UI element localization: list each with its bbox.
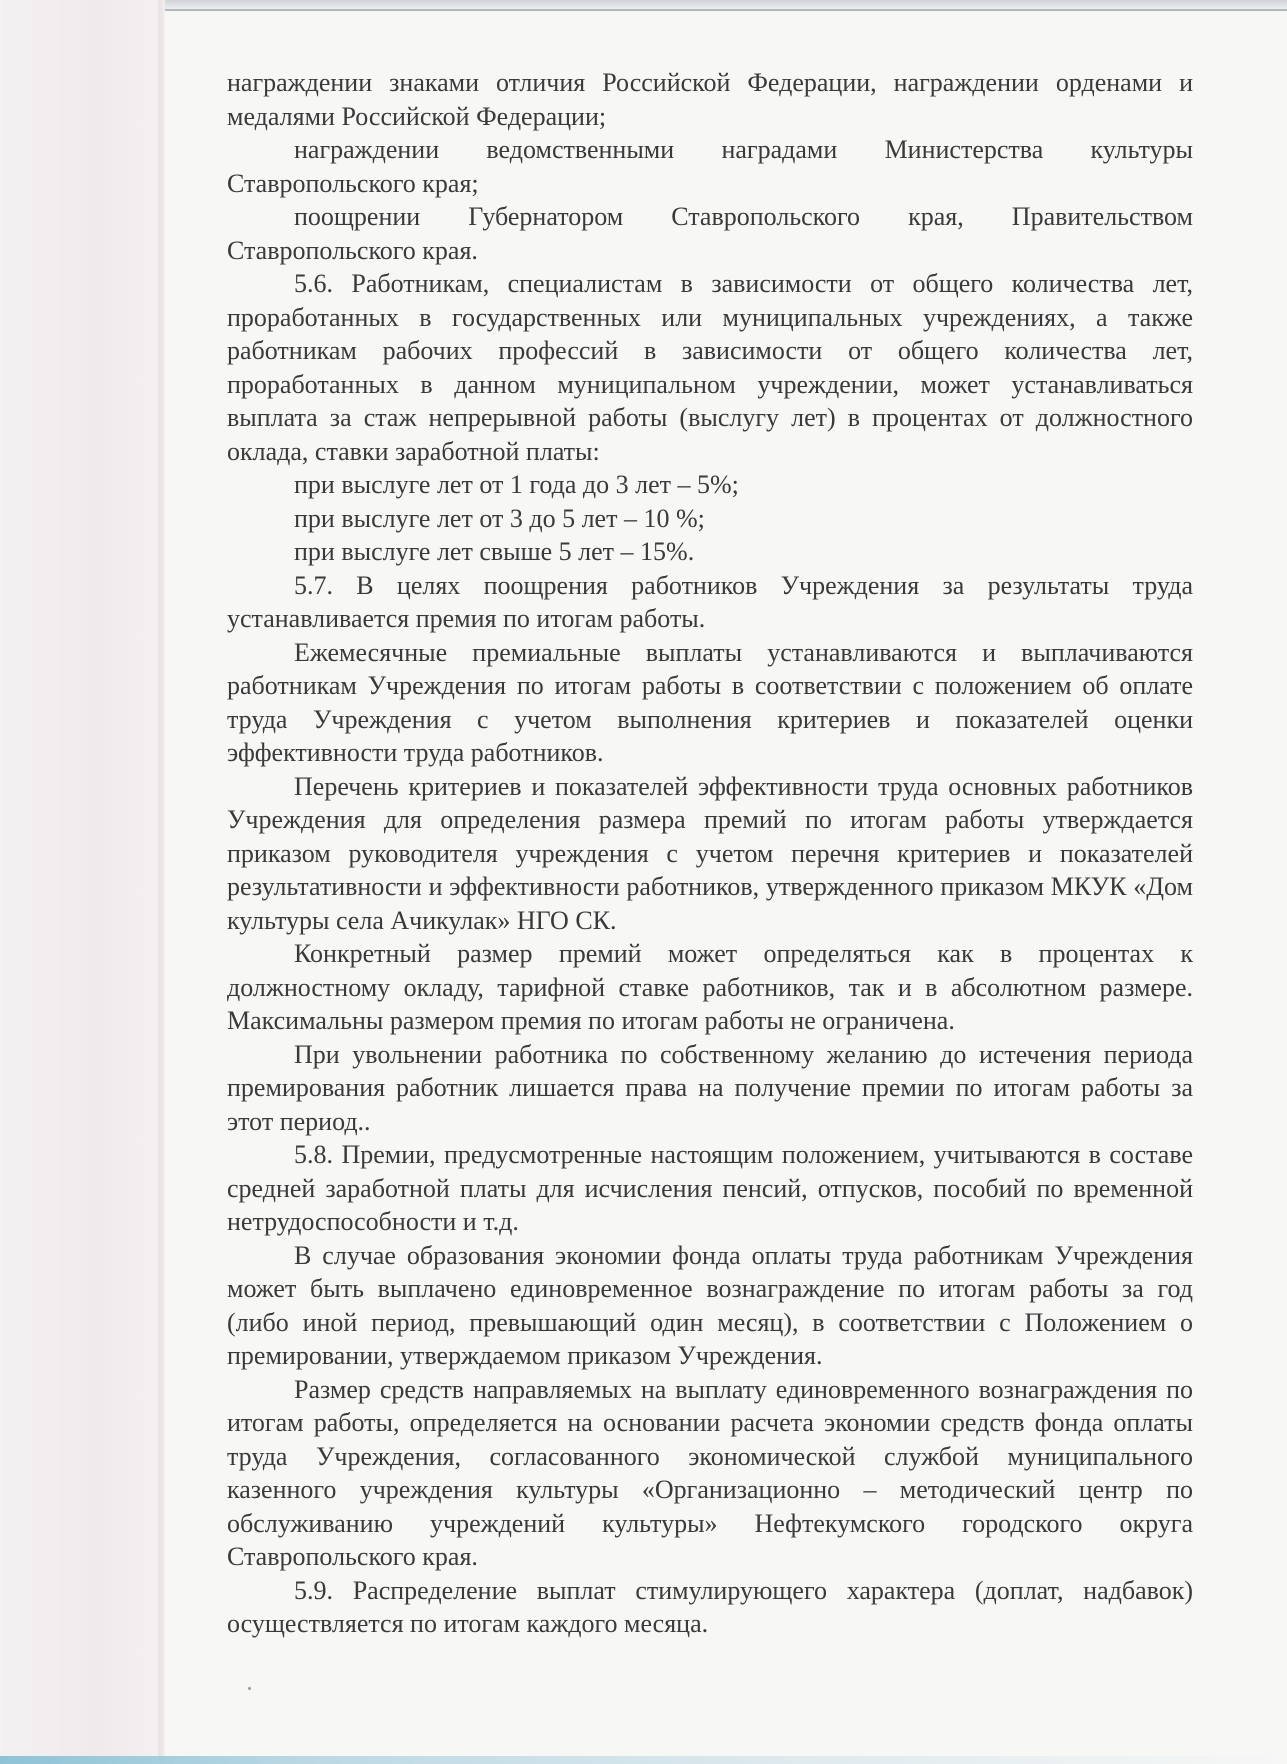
paragraph: Конкретный размер премий может определяться как в процентах к должностному окладу, тарифной ставке работников, так и в абсолютном размере. Максимальны размером премия по итогам работы не ограничена. xyxy=(227,939,1193,1035)
scan-speck xyxy=(248,1687,251,1690)
document-body xyxy=(227,66,1193,1641)
paragraph-5-7: 5.7. В целях поощрения работников Учреждения за результаты труда устанавливается премия по итогам работы. xyxy=(227,570,1193,633)
list-item: при выслуге лет свыше 5 лет – 15%. xyxy=(294,537,695,566)
paragraph-5-8: 5.8. Премии, предусмотренные настоящим положением, учитываются в составе средней заработной платы для исчисления пенсий, отпусков, пособий по временной нетрудоспособности и т.д. xyxy=(227,1140,1193,1236)
scan-top-line xyxy=(150,9,1287,11)
paragraph: При увольнении работника по собственному желанию до истечения периода премирования работник лишается права на получение премии по итогам работы за этот период.. xyxy=(227,1039,1193,1136)
scan-bottom-edge xyxy=(0,1756,1287,1764)
list-item: при выслуге лет от 3 до 5 лет – 10 %; xyxy=(294,503,705,533)
paragraph: награждении ведомственными наградами Министерства культуры Ставропольского края; xyxy=(227,135,1193,198)
paragraph: Ежемесячные премиальные выплаты устанавливаются и выплачиваются работникам Учреждения по итогам работы в соответствии с положением об оплате труда Учреждения с учетом выполнения критериев и показателей оценки эффективности труда работников. xyxy=(227,637,1193,767)
paragraph: Перечень критериев и показателей эффективности труда основных работников Учреждения для определения размера премий по итогам работы утверждается приказом руководителя учреждения с учетом перечня критериев и показателей результативности и эффективности работников, утвержденного приказом МКУК «Дом культуры села Ачикулак» НГО СК. xyxy=(227,771,1193,935)
paragraph-5-6: 5.6. Работникам, специалистам в зависимости от общего количества лет, проработанных в государственных или муниципальных учреждениях, а также работникам рабочих профессий в зависимости от общего количества лет, проработанных в данном муниципальном учреждении, может устанавливаться выплата за стаж непрерывной работы (выслугу лет) в процентах от должностного оклада, ставки заработной платы: xyxy=(227,269,1193,466)
paragraph: поощрении Губернатором Ставропольского края, Правительством Ставропольского края. xyxy=(227,202,1193,265)
paragraph: В случае образования экономии фонда оплаты труда работникам Учреждения может быть выплачено единовременное вознаграждение по итогам работы за год (либо иной период, превышающий один месяц), в соответствии с Положением о премировании, утверждаемом приказом Учреждения. xyxy=(227,1240,1193,1370)
scan-binding-shadow xyxy=(158,0,164,1764)
scan-left-margin xyxy=(0,0,165,1764)
paragraph: награждении знаками отличия Российской Федерации, награждении орденами и медалями Российской Федерации; xyxy=(227,68,1193,131)
paragraph-5-9: 5.9. Распределение выплат стимулирующего характера (доплат, надбавок) осуществляется по итогам каждого месяца. xyxy=(227,1575,1193,1638)
list-item: при выслуге лет от 1 года до 3 лет – 5%; xyxy=(294,470,739,499)
paragraph: Размер средств направляемых на выплату единовременного вознаграждения по итогам работы, определяется на основании расчета экономии средств фонда оплаты труда Учреждения, согласованного экономической службой муниципального казенного учреждения культуры «Организационно – методический центр по обслуживанию учреждений культуры» Нефтекумского городского округа Ставропольского края. xyxy=(227,1374,1193,1571)
